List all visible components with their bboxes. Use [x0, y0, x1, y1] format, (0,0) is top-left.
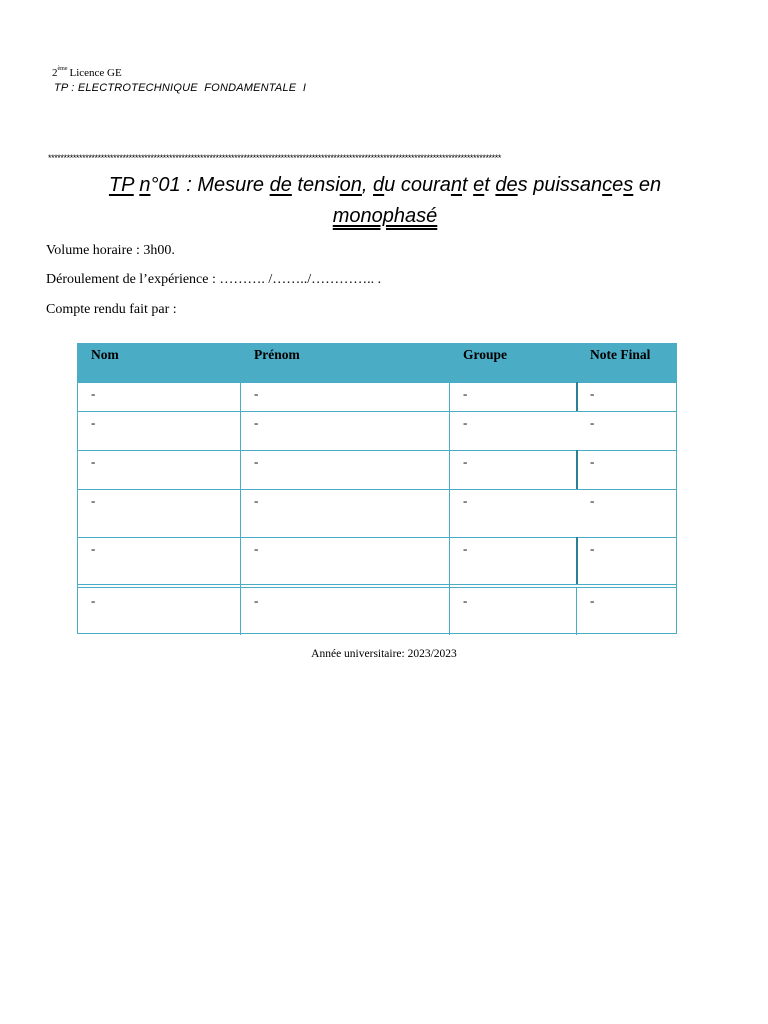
- table-cell: -: [91, 415, 96, 430]
- table-cell: -: [254, 454, 259, 469]
- table-row-divider: [78, 584, 676, 585]
- table-cell: -: [590, 386, 595, 401]
- title-fragment: en: [633, 174, 662, 196]
- table-row-divider: [78, 537, 676, 538]
- table-cell: -: [463, 593, 468, 608]
- table-cell: -: [254, 593, 259, 608]
- table-cell: -: [590, 415, 595, 430]
- table-cell: -: [463, 541, 468, 556]
- level-text: Licence GE: [69, 67, 122, 79]
- table-header-groupe: Groupe: [463, 347, 508, 362]
- title-fragment: de: [495, 174, 518, 196]
- table-column-divider: [576, 587, 577, 635]
- table-header-pr-nom: Prénom: [254, 347, 300, 362]
- table-cell: -: [254, 386, 259, 401]
- title-fragment: °01 : Mesure: [150, 174, 270, 196]
- table-cell: -: [463, 454, 468, 469]
- table-header-row: [78, 344, 676, 382]
- table-cell: -: [254, 541, 259, 556]
- table-cell: -: [590, 493, 595, 508]
- table-column-divider: [576, 450, 578, 489]
- table-row-divider: [78, 450, 676, 451]
- table-row-divider: [78, 411, 676, 412]
- table-column-divider: [576, 537, 578, 584]
- table-cell: -: [91, 386, 96, 401]
- level-suffix: ème: [57, 66, 68, 72]
- deroulement-experience: Déroulement de l’expérience : ………. /……../………….. .: [46, 272, 382, 287]
- table-header-note-final: Note Final: [590, 347, 651, 362]
- title-fragment: t: [484, 174, 496, 196]
- table-cell: -: [91, 593, 96, 608]
- title-fragment: de: [269, 174, 292, 196]
- title-fragment: on: [339, 174, 362, 196]
- table-cell: -: [463, 386, 468, 401]
- compte-rendu: Compte rendu fait par :: [46, 302, 177, 317]
- title-fragment: ,: [361, 174, 374, 196]
- table-cell: -: [463, 493, 468, 508]
- title-line-2: [40, 201, 730, 232]
- table-column-divider: [240, 382, 241, 635]
- title-fragment: c: [602, 174, 613, 196]
- title-fragment: e: [473, 174, 485, 196]
- title-fragment: e: [612, 174, 624, 196]
- page-title: [40, 170, 730, 232]
- table-column-divider: [449, 382, 450, 635]
- academic-year: Année universitaire: 2023/2023: [311, 648, 457, 660]
- table-cell: -: [254, 493, 259, 508]
- class-level: [52, 66, 122, 79]
- title-fragment: s puissan: [517, 174, 603, 196]
- table-row-divider: [78, 489, 676, 490]
- title-line-1: [40, 170, 730, 201]
- title-fragment: d: [373, 174, 385, 196]
- table-row-divider: [78, 587, 676, 588]
- level-number: 2: [52, 67, 58, 79]
- table-cell: -: [590, 454, 595, 469]
- title-monophase: monophasé: [332, 205, 438, 227]
- table-cell: -: [463, 415, 468, 430]
- students-table: [77, 343, 677, 634]
- title-fragment: n: [450, 174, 463, 196]
- title-fragment: u coura: [384, 174, 451, 196]
- title-fragment: t: [462, 174, 474, 196]
- separator-line: **************************************************************************************************************************************************: [48, 154, 501, 163]
- table-header-nom: Nom: [91, 347, 119, 362]
- title-fragment: n: [139, 174, 151, 196]
- table-column-divider: [576, 382, 578, 411]
- title-fragment: tensi: [291, 174, 340, 196]
- volume-horaire: Volume horaire : 3h00.: [46, 243, 175, 258]
- table-cell: -: [590, 593, 595, 608]
- course-name: TP : ELECTROTECHNIQUE FONDAMENTALE I: [54, 82, 307, 94]
- table-cell: -: [91, 541, 96, 556]
- title-fragment: s: [623, 174, 634, 196]
- table-cell: -: [590, 541, 595, 556]
- table-cell: -: [91, 454, 96, 469]
- table-cell: -: [254, 415, 259, 430]
- table-cell: -: [91, 493, 96, 508]
- table-row-divider: [78, 382, 676, 383]
- title-fragment: TP: [108, 174, 134, 196]
